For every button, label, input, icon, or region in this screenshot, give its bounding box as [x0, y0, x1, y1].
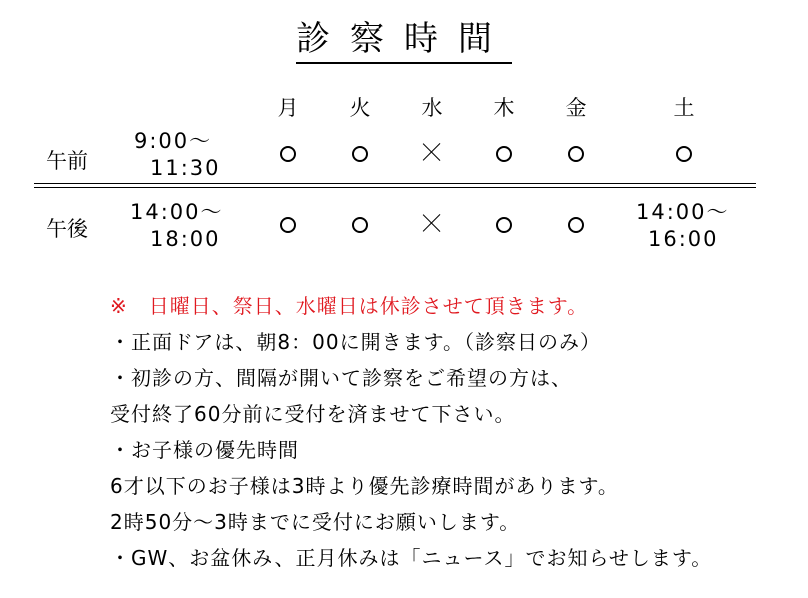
afternoon-time-start: 14:00～	[130, 200, 224, 224]
row-divider	[34, 183, 756, 189]
morning-label: 午前	[46, 149, 88, 173]
closed-days-notice: ※ 日曜日、祭日、水曜日は休診させて頂きます。	[110, 294, 589, 318]
note-children-priority-detail: 6才以下のお子様は3時より優先診療時間があります。	[110, 474, 619, 498]
morning-fri-mark	[556, 142, 596, 168]
afternoon-tue-mark	[340, 213, 380, 239]
morning-time-start: 9:00～	[134, 129, 213, 153]
afternoon-fri-mark	[556, 213, 596, 239]
note-first-visit-deadline: 受付終了60分前に受付を済ませて下さい。	[110, 402, 516, 426]
morning-time-end: 11:30	[150, 156, 221, 180]
afternoon-thu-mark	[484, 213, 524, 239]
afternoon-label: 午後	[46, 217, 88, 241]
morning-mon-mark	[268, 142, 308, 168]
circle-icon	[568, 146, 584, 162]
circle-icon	[568, 217, 584, 233]
morning-thu-mark	[484, 142, 524, 168]
page-title	[0, 16, 790, 64]
note-children-reception-time: 2時50分～3時までに受付にお願いします。	[110, 510, 521, 534]
day-header-mon: 月	[277, 96, 299, 120]
afternoon-mon-mark	[268, 213, 308, 239]
circle-icon	[496, 217, 512, 233]
cross-icon	[422, 142, 442, 162]
circle-icon	[280, 217, 296, 233]
note-holiday-announcement: ・GW、お盆休み、正月休みは「ニュース」でお知らせします。	[110, 546, 713, 570]
circle-icon	[496, 146, 512, 162]
page-title-text: 診察時間	[296, 16, 512, 64]
afternoon-time-end: 18:00	[150, 227, 221, 251]
morning-tue-mark	[340, 142, 380, 168]
day-header-thu: 木	[493, 96, 515, 120]
day-header-wed: 水	[421, 96, 443, 120]
morning-sat-mark	[664, 142, 704, 168]
afternoon-sat-time-end: 16:00	[648, 227, 719, 251]
circle-icon	[280, 146, 296, 162]
afternoon-wed-mark	[412, 213, 452, 239]
notes-block	[110, 288, 712, 576]
day-header-tue: 火	[349, 96, 371, 120]
note-children-priority-heading: ・お子様の優先時間	[110, 438, 299, 462]
day-header-fri: 金	[565, 96, 587, 120]
circle-icon	[352, 217, 368, 233]
note-door-opening: ・正面ドアは、朝8：00に開きます。（診察日のみ）	[110, 330, 601, 354]
cross-icon	[422, 213, 442, 233]
morning-wed-mark	[412, 142, 452, 168]
circle-icon	[676, 146, 692, 162]
day-header-sat: 土	[673, 96, 695, 120]
afternoon-sat-time-start: 14:00～	[636, 200, 730, 224]
note-first-visit: ・初診の方、間隔が開いて診察をご希望の方は、	[110, 366, 572, 390]
circle-icon	[352, 146, 368, 162]
